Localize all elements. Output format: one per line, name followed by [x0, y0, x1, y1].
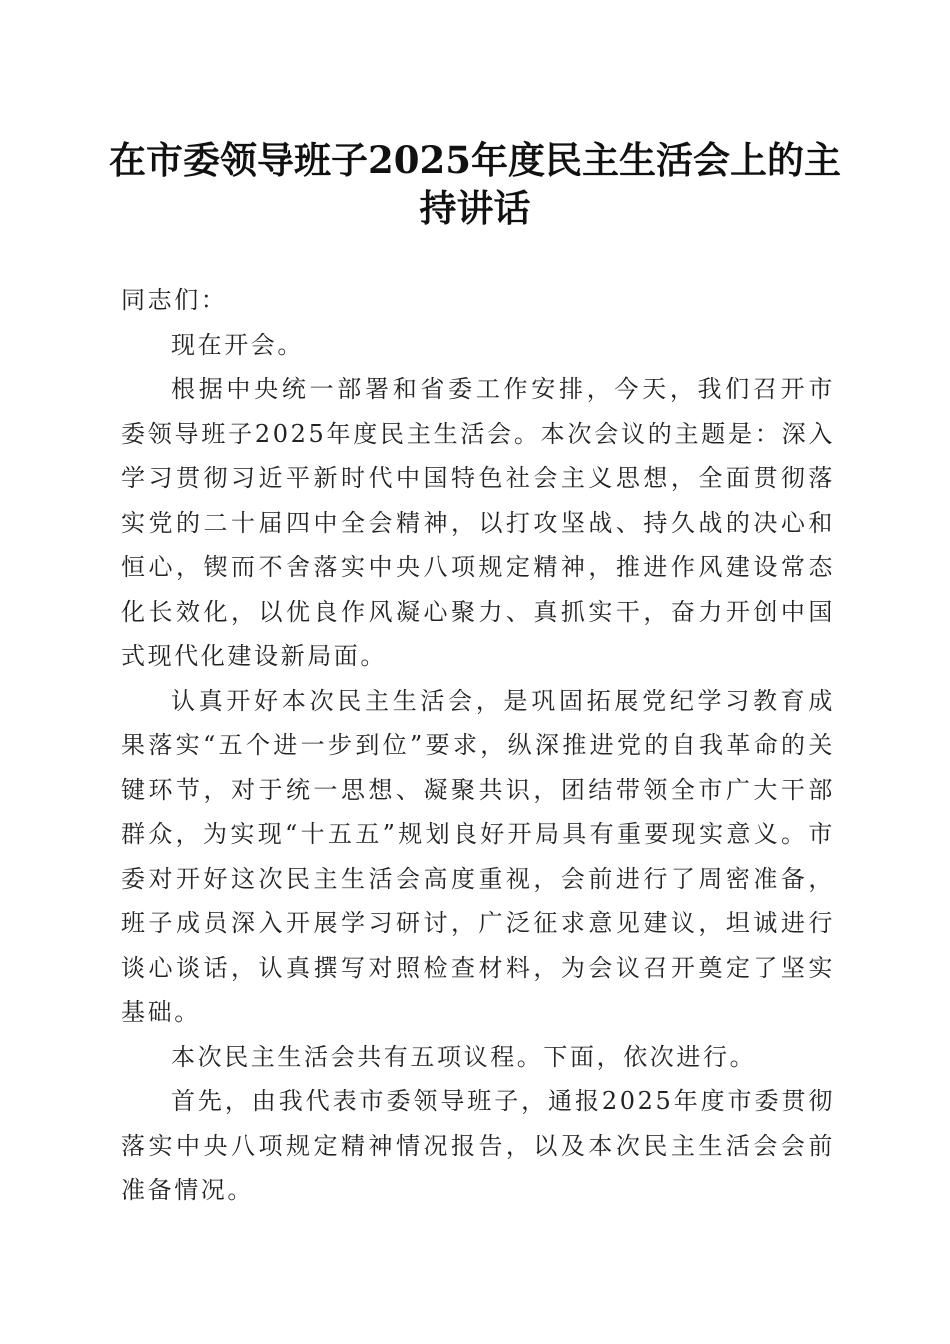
salutation: 同志们：: [121, 286, 228, 314]
document-body: [121, 278, 835, 1213]
paragraph: 首先，由我代表市委领导班子，通报2025年度市委贯彻落实中央八项规定精神情况报告，以及本次民主生活会会前准备情况。: [121, 1087, 835, 1204]
paragraph: 认真开好本次民主生活会，是巩固拓展党纪学习教育成果落实“五个进一步到位”要求，纵深推进党的自我革命的关键环节，对于统一思想、凝聚共识，团结带领全市广大干部群众，为实现“十五五”规划良好开局具有重要现实意义。市委对开好这次民主生活会高度重视，会前进行了周密准备，班子成员深入开展学习研讨，广泛征求意见建议，坦诚进行谈心谈话，认真撰写对照检查材料，为会议召开奠定了坚实基础。: [121, 686, 835, 1026]
document-title: 在市委领导班子2025年度民主生活会上的主持讲话: [109, 138, 841, 230]
paragraph: 现在开会。: [171, 330, 304, 359]
paragraph: 根据中央统一部署和省委工作安排，今天，我们召开市委领导班子2025年度民主生活会。本次会议的主题是：深入学习贯彻习近平新时代中国特色社会主义思想，全面贯彻落实党的二十届四中全会精神，以打攻坚战、持久战的决心和恒心，锲而不舍落实中央八项规定精神，推进作风建设常态化长效化，以优良作风凝心聚力、真抓实干，奋力开创中国式现代化建设新局面。: [121, 375, 835, 670]
paragraph: 本次民主生活会共有五项议程。下面，依次进行。: [171, 1042, 757, 1071]
